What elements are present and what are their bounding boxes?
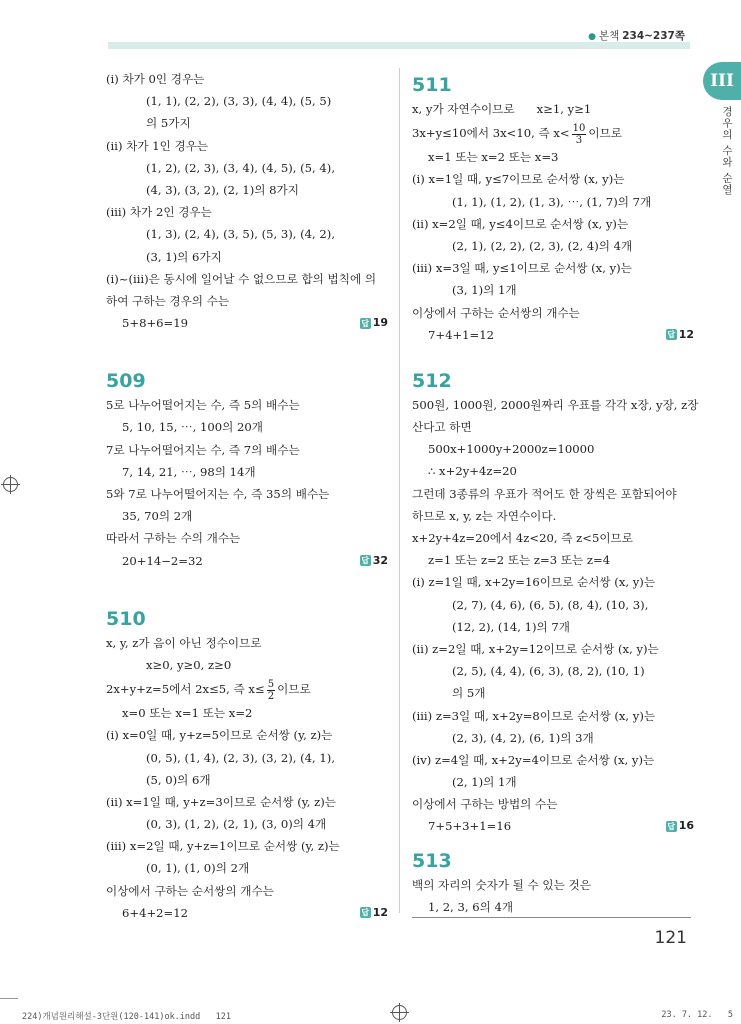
text-line: 백의 자리의 숫자가 될 수 있는 것은 <box>412 877 591 892</box>
answer-line <box>412 815 694 837</box>
bullet-icon: ● <box>588 32 596 42</box>
text-line: (ⅰ) 차가 0인 경우는 <box>106 72 205 86</box>
answer-value: 16 <box>678 819 694 833</box>
page-reference <box>588 28 685 43</box>
answer-value: 12 <box>678 327 694 341</box>
text-line: 500원, 1000원, 2000원짜리 우표를 각각 x장, y장, z장 <box>412 397 699 412</box>
problem-number: 511 <box>412 74 452 96</box>
answer-line <box>106 902 388 924</box>
answer-line <box>106 550 388 572</box>
fraction-denominator: 2 <box>267 690 275 702</box>
text-line: (3, 1)의 6가지 <box>146 249 222 264</box>
text-line: (12, 2), (14, 1)의 7개 <box>452 619 570 634</box>
page-number: 121 <box>654 928 687 948</box>
text-line <box>412 120 694 146</box>
answer-value: 19 <box>372 316 388 330</box>
text-line: (ⅰ) z=1일 때, x+2y=16이므로 순서쌍 (x, y)는 <box>412 575 656 590</box>
footer-file: 224)개념원리해설-3단원(120-141)ok.indd 121 <box>22 1012 231 1022</box>
text-line: (ⅰ) x=1일 때, y≤7이므로 순서쌍 (x, y)는 <box>412 172 625 187</box>
answer-line <box>106 312 388 334</box>
problem-509 <box>106 364 388 572</box>
problem-number: 509 <box>106 370 146 393</box>
text-line: (ⅳ) z=4일 때, x+2y=4이므로 순서쌍 (x, y)는 <box>412 752 655 767</box>
text-line: (ⅱ) x=1일 때, y+z=3이므로 순서쌍 (y, z)는 <box>106 794 336 809</box>
text-line: (1, 3), (2, 4), (3, 5), (5, 3), (4, 2), <box>146 227 336 242</box>
text-segment: 이므로 <box>588 126 622 141</box>
problem-number: 512 <box>412 369 452 392</box>
text-line: x, y가 자연수이므로 x≥1, y≥1 <box>412 102 592 116</box>
answer-expression: 5+8+6=19 <box>122 316 189 331</box>
answer-icon: 답 <box>667 822 676 832</box>
problem-510 <box>106 602 388 924</box>
text-line: (ⅱ) x=2일 때, y≤4이므로 순서쌍 (x, y)는 <box>412 216 629 231</box>
text-line <box>106 676 388 702</box>
text-line: (0, 1), (1, 0)의 2개 <box>146 861 250 876</box>
answer-expression: 7+4+1=12 <box>428 327 495 342</box>
text-line: x≥0, y≥0, z≥0 <box>146 657 232 672</box>
text-line: (2, 7), (4, 6), (6, 5), (8, 4), (10, 3), <box>452 597 649 612</box>
text-line: (1, 1), (1, 2), (1, 3), ⋯, (1, 7)의 7개 <box>452 194 652 209</box>
fraction-numerator: 10 <box>572 122 586 134</box>
text-segment: 이므로 <box>277 682 311 697</box>
text-segment: 3x+y≤10에서 3x<10, 즉 x< <box>412 126 570 141</box>
answer-expression: 7+5+3+1=16 <box>428 819 512 834</box>
text-line: 하여 구하는 경우의 수는 <box>106 293 230 308</box>
text-line: 따라서 구하는 수의 개수는 <box>106 531 241 546</box>
print-footer <box>0 1004 741 1024</box>
chapter-number: III <box>710 71 734 91</box>
reference-pages: 234~237쪽 <box>622 30 685 42</box>
right-column <box>412 68 699 918</box>
answer-expression: 6+4+2=12 <box>122 905 189 920</box>
text-line: 5와 7로 나누어떨어지는 수, 즉 35의 배수는 <box>106 487 330 501</box>
text-line: (2, 1)의 1개 <box>452 775 517 790</box>
answer-badge <box>360 902 388 924</box>
answer-badge <box>666 324 694 346</box>
footer-date: 23. 7. 12. 5 <box>661 1010 733 1020</box>
problem-number: 510 <box>106 607 146 630</box>
text-line: (4, 3), (3, 2), (2, 1)의 8가지 <box>146 182 299 197</box>
text-line: 7로 나누어떨어지는 수, 즉 7의 배수는 <box>106 442 300 457</box>
text-line: ∴ x+2y+4z=20 <box>428 464 517 479</box>
fraction <box>267 679 275 702</box>
text-line: (3, 1)의 1개 <box>452 283 517 298</box>
registration-mark-icon <box>3 477 18 492</box>
problem-511 <box>412 68 694 346</box>
fraction-denominator: 3 <box>575 134 583 146</box>
text-line: 이상에서 구하는 순서쌍의 개수는 <box>106 883 274 898</box>
text-line: (2, 5), (4, 4), (6, 3), (8, 2), (10, 1) <box>452 664 645 679</box>
text-line: (ⅲ) x=3일 때, y≤1이므로 순서쌍 (x, y)는 <box>412 261 632 276</box>
text-line: 의 5가지 <box>146 116 191 131</box>
text-line: 5로 나누어떨어지는 수, 즉 5의 배수는 <box>106 398 300 413</box>
text-line: (1, 2), (2, 3), (3, 4), (4, 5), (5, 4), <box>146 160 336 175</box>
text-line: x+2y+4z=20에서 4z<20, 즉 z<5이므로 <box>412 531 633 545</box>
text-line: z=1 또는 z=2 또는 z=3 또는 z=4 <box>428 553 611 568</box>
chapter-title: 경우의 수와 순열 <box>721 106 733 196</box>
text-line: x, y, z가 음이 아닌 정수이므로 <box>106 635 262 650</box>
text-line: (ⅲ) z=3일 때, x+2y=8이므로 순서쌍 (x, y)는 <box>412 708 656 723</box>
text-line: x=1 또는 x=2 또는 x=3 <box>428 150 559 165</box>
answer-badge <box>666 815 694 837</box>
text-line: 500x+1000y+2000z=10000 <box>428 442 595 457</box>
answer-value: 12 <box>372 905 388 919</box>
text-line: 그런데 3종류의 우표가 적어도 한 장씩은 포함되어야 <box>412 486 677 501</box>
text-line: (ⅲ) 차가 2인 경우는 <box>106 205 212 220</box>
text-line: 7, 14, 21, ⋯, 98의 14개 <box>122 464 256 479</box>
intro-solution <box>106 68 388 334</box>
answer-badge <box>360 550 388 572</box>
problem-number: 513 <box>412 849 452 872</box>
text-line: (5, 0)의 6개 <box>146 772 211 787</box>
text-line: x=0 또는 x=1 또는 x=2 <box>122 706 253 721</box>
text-line: 1, 2, 3, 6의 4개 <box>428 899 514 914</box>
text-line: 5, 10, 15, ⋯, 100의 20개 <box>122 420 263 435</box>
text-line: (0, 5), (1, 4), (2, 3), (3, 2), (4, 1), <box>146 750 336 765</box>
text-line: 이상에서 구하는 방법의 수는 <box>412 797 558 812</box>
answer-badge <box>360 312 388 334</box>
left-column <box>106 68 388 924</box>
text-line: (ⅲ) x=2일 때, y+z=1이므로 순서쌍 (y, z)는 <box>106 839 340 854</box>
chapter-tab <box>703 62 741 100</box>
text-line: 이상에서 구하는 순서쌍의 개수는 <box>412 305 580 320</box>
text-line: 의 5개 <box>452 686 486 701</box>
fraction-numerator: 5 <box>267 678 275 690</box>
column-divider <box>399 68 400 913</box>
text-line: (1, 1), (2, 2), (3, 3), (4, 4), (5, 5) <box>146 94 332 109</box>
fraction <box>572 123 587 146</box>
answer-icon: 답 <box>361 318 370 328</box>
problem-513 <box>412 844 694 918</box>
text-line: (ⅰ) x=0일 때, y+z=5이므로 순서쌍 (y, z)는 <box>106 728 333 743</box>
answer-line <box>412 324 694 346</box>
text-line: (ⅱ) 차가 1인 경우는 <box>106 138 209 153</box>
text-line: (0, 3), (1, 2), (2, 1), (3, 0)의 4개 <box>146 817 327 832</box>
answer-value: 32 <box>372 553 388 567</box>
text-line: (2, 3), (4, 2), (6, 1)의 3개 <box>452 730 594 745</box>
reference-label: 본책 <box>598 30 620 42</box>
text-line: (2, 1), (2, 2), (2, 3), (2, 4)의 4개 <box>452 238 633 253</box>
text-segment: 2x+y+z=5에서 2x≤5, 즉 x≤ <box>106 682 265 697</box>
answer-icon: 답 <box>361 556 370 566</box>
header-bar <box>108 42 690 49</box>
text-line: 35, 70의 2개 <box>122 509 193 524</box>
answer-icon: 답 <box>667 330 676 340</box>
answer-icon: 답 <box>361 908 370 918</box>
text-line: (ⅰ)~(ⅲ)은 동시에 일어날 수 없으므로 합의 법칙에 의 <box>106 271 377 286</box>
text-line: 산다고 하면 <box>412 420 472 435</box>
answer-expression: 20+14−2=32 <box>122 553 203 568</box>
text-line: 하므로 x, y, z는 자연수이다. <box>412 508 557 523</box>
text-line: (ⅱ) z=2일 때, x+2y=12이므로 순서쌍 (x, y)는 <box>412 641 659 656</box>
problem-512 <box>412 364 699 838</box>
footer-rule <box>0 998 18 999</box>
bottom-rule <box>412 917 691 918</box>
